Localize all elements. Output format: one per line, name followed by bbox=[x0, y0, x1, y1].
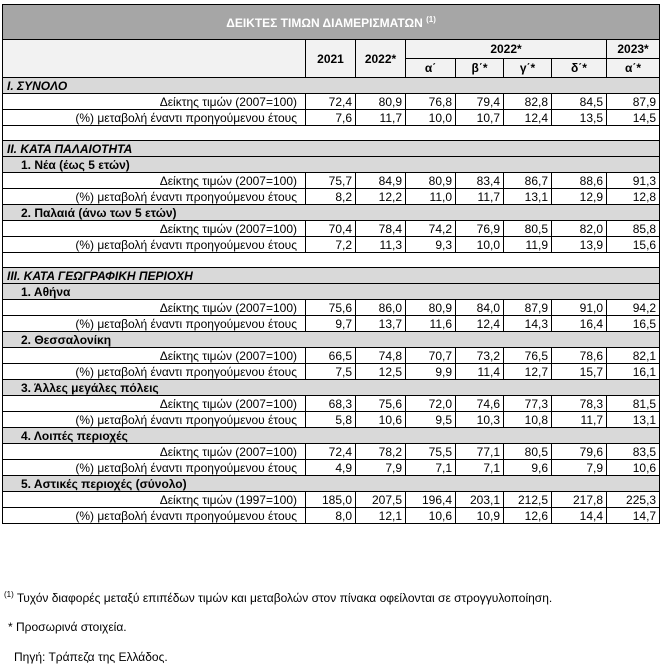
value-cell: 7,5 bbox=[306, 364, 356, 380]
value-cell: 72,4 bbox=[306, 444, 356, 460]
header-row-years bbox=[3, 40, 660, 59]
value-cell: 85,8 bbox=[607, 221, 660, 237]
value-cell: 7,1 bbox=[456, 460, 504, 476]
footnote-rounding bbox=[4, 590, 552, 605]
value-cell: 12,5 bbox=[356, 364, 406, 380]
header-q4: δ΄* bbox=[552, 59, 607, 78]
section-row bbox=[3, 78, 660, 94]
value-cell: 78,6 bbox=[552, 348, 607, 364]
subgroup-row bbox=[3, 428, 660, 444]
table-title-text: ΔΕΙΚΤΕΣ ΤΙΜΩΝ ΔΙΑΜΕΡΙΣΜΑΤΩΝ bbox=[226, 15, 423, 30]
value-cell: 10,9 bbox=[456, 508, 504, 524]
value-cell: 94,2 bbox=[607, 300, 660, 316]
value-cell: 78,3 bbox=[552, 396, 607, 412]
subgroup-label: 5. Αστικές περιοχές (σύνολο) bbox=[3, 476, 660, 492]
value-cell: 12,1 bbox=[356, 508, 406, 524]
value-cell: 10,6 bbox=[406, 508, 456, 524]
value-cell: 15,7 bbox=[552, 364, 607, 380]
value-cell: 66,5 bbox=[306, 348, 356, 364]
subgroup-row bbox=[3, 284, 660, 300]
table-row bbox=[3, 110, 660, 126]
value-cell: 80,9 bbox=[406, 300, 456, 316]
table-row bbox=[3, 237, 660, 253]
value-cell: 185,0 bbox=[306, 492, 356, 508]
subgroup-label: 1. Νέα (έως 5 ετών) bbox=[3, 157, 660, 173]
value-cell: 75,5 bbox=[406, 444, 456, 460]
row-label: (%) μεταβολή έναντι προηγούμενου έτους bbox=[3, 460, 306, 476]
value-cell: 7,9 bbox=[356, 460, 406, 476]
value-cell: 75,6 bbox=[306, 300, 356, 316]
value-cell: 12,4 bbox=[456, 316, 504, 332]
value-cell: 11,9 bbox=[504, 237, 552, 253]
value-cell: 11,7 bbox=[552, 412, 607, 428]
subgroup-label: 2. Θεσσαλονίκη bbox=[3, 332, 660, 348]
footnote-provisional: * Προσωρινά στοιχεία. bbox=[8, 620, 127, 634]
value-cell: 207,5 bbox=[356, 492, 406, 508]
value-cell: 13,1 bbox=[607, 412, 660, 428]
value-cell: 87,9 bbox=[607, 94, 660, 110]
value-cell: 88,6 bbox=[552, 173, 607, 189]
subgroup-row bbox=[3, 476, 660, 492]
value-cell: 75,6 bbox=[356, 396, 406, 412]
value-cell: 76,8 bbox=[406, 94, 456, 110]
value-cell: 77,3 bbox=[504, 396, 552, 412]
subgroup-label: 2. Παλαιά (άνω των 5 ετών) bbox=[3, 205, 660, 221]
section-row bbox=[3, 268, 660, 284]
value-cell: 84,5 bbox=[552, 94, 607, 110]
value-cell: 74,2 bbox=[406, 221, 456, 237]
subgroup-label: 4. Λοιπές περιοχές bbox=[3, 428, 660, 444]
value-cell: 76,9 bbox=[456, 221, 504, 237]
table-row bbox=[3, 173, 660, 189]
value-cell: 70,4 bbox=[306, 221, 356, 237]
value-cell: 7,6 bbox=[306, 110, 356, 126]
row-label: Δείκτης τιμών (2007=100) bbox=[3, 173, 306, 189]
value-cell: 76,5 bbox=[504, 348, 552, 364]
table-row bbox=[3, 396, 660, 412]
subgroup-row bbox=[3, 332, 660, 348]
section-row bbox=[3, 141, 660, 157]
subgroup-row bbox=[3, 157, 660, 173]
value-cell: 11,3 bbox=[356, 237, 406, 253]
header-2022-quarters: 2022* bbox=[406, 40, 607, 59]
row-label: (%) μεταβολή έναντι προηγούμενου έτους bbox=[3, 237, 306, 253]
row-label: Δείκτης τιμών (1997=100) bbox=[3, 492, 306, 508]
source-note: Πηγή: Τράπεζα της Ελλάδος. bbox=[14, 650, 168, 664]
apartment-price-index-table bbox=[2, 4, 660, 524]
row-label: Δείκτης τιμών (2007=100) bbox=[3, 94, 306, 110]
value-cell: 86,0 bbox=[356, 300, 406, 316]
table-row bbox=[3, 460, 660, 476]
value-cell: 13,1 bbox=[504, 189, 552, 205]
value-cell: 14,4 bbox=[552, 508, 607, 524]
value-cell: 16,4 bbox=[552, 316, 607, 332]
value-cell: 14,5 bbox=[607, 110, 660, 126]
row-label: (%) μεταβολή έναντι προηγούμενου έτους bbox=[3, 110, 306, 126]
header-2022: 2022* bbox=[356, 40, 406, 78]
footnote-rounding-text: Τυχόν διαφορές μεταξύ επιπέδων τιμών και μεταβολών στον πίνακα οφείλονται σε στρογγυλοποίηση. bbox=[13, 591, 553, 605]
row-label: Δείκτης τιμών (2007=100) bbox=[3, 300, 306, 316]
row-label: Δείκτης τιμών (2007=100) bbox=[3, 444, 306, 460]
table-row bbox=[3, 364, 660, 380]
value-cell: 86,7 bbox=[504, 173, 552, 189]
value-cell: 9,3 bbox=[406, 237, 456, 253]
value-cell: 15,6 bbox=[607, 237, 660, 253]
value-cell: 13,7 bbox=[356, 316, 406, 332]
value-cell: 72,0 bbox=[406, 396, 456, 412]
table-row bbox=[3, 412, 660, 428]
value-cell: 10,3 bbox=[456, 412, 504, 428]
value-cell: 91,3 bbox=[607, 173, 660, 189]
value-cell: 4,9 bbox=[306, 460, 356, 476]
value-cell: 82,8 bbox=[504, 94, 552, 110]
spacer-row bbox=[3, 126, 660, 141]
value-cell: 7,2 bbox=[306, 237, 356, 253]
value-cell: 11,7 bbox=[356, 110, 406, 126]
value-cell: 78,2 bbox=[356, 444, 406, 460]
value-cell: 16,1 bbox=[607, 364, 660, 380]
value-cell: 9,6 bbox=[504, 460, 552, 476]
subgroup-label: 1. Αθήνα bbox=[3, 284, 660, 300]
value-cell: 14,3 bbox=[504, 316, 552, 332]
value-cell: 72,4 bbox=[306, 94, 356, 110]
value-cell: 79,6 bbox=[552, 444, 607, 460]
footnote-mark: (1) bbox=[4, 590, 14, 599]
value-cell: 10,0 bbox=[406, 110, 456, 126]
value-cell: 11,0 bbox=[406, 189, 456, 205]
table-row bbox=[3, 316, 660, 332]
value-cell: 87,9 bbox=[504, 300, 552, 316]
row-label: (%) μεταβολή έναντι προηγούμενου έτους bbox=[3, 189, 306, 205]
value-cell: 77,1 bbox=[456, 444, 504, 460]
table-row bbox=[3, 508, 660, 524]
row-label: Δείκτης τιμών (2007=100) bbox=[3, 221, 306, 237]
value-cell: 74,8 bbox=[356, 348, 406, 364]
value-cell: 12,2 bbox=[356, 189, 406, 205]
subgroup-row bbox=[3, 380, 660, 396]
section-label: II. ΚΑΤΑ ΠΑΛΑΙΟΤΗΤΑ bbox=[3, 141, 660, 157]
value-cell: 10,0 bbox=[456, 237, 504, 253]
value-cell: 79,4 bbox=[456, 94, 504, 110]
spacer-cell bbox=[3, 126, 660, 141]
value-cell: 73,2 bbox=[456, 348, 504, 364]
value-cell: 84,9 bbox=[356, 173, 406, 189]
value-cell: 12,9 bbox=[552, 189, 607, 205]
value-cell: 78,4 bbox=[356, 221, 406, 237]
section-label: III. ΚΑΤΑ ΓΕΩΓΡΑΦΙΚΗ ΠΕΡΙΟΧΗ bbox=[3, 268, 660, 284]
value-cell: 12,4 bbox=[504, 110, 552, 126]
value-cell: 11,6 bbox=[406, 316, 456, 332]
value-cell: 70,7 bbox=[406, 348, 456, 364]
value-cell: 83,4 bbox=[456, 173, 504, 189]
value-cell: 11,4 bbox=[456, 364, 504, 380]
row-label: (%) μεταβολή έναντι προηγούμενου έτους bbox=[3, 508, 306, 524]
header-q2: β΄* bbox=[456, 59, 504, 78]
value-cell: 10,7 bbox=[456, 110, 504, 126]
spacer-cell bbox=[3, 253, 660, 268]
table-row bbox=[3, 492, 660, 508]
value-cell: 9,7 bbox=[306, 316, 356, 332]
value-cell: 12,8 bbox=[607, 189, 660, 205]
value-cell: 80,9 bbox=[406, 173, 456, 189]
row-label: (%) μεταβολή έναντι προηγούμενου έτους bbox=[3, 316, 306, 332]
header-2023: 2023* bbox=[607, 40, 660, 59]
table-row bbox=[3, 444, 660, 460]
table-row bbox=[3, 300, 660, 316]
row-label: Δείκτης τιμών (2007=100) bbox=[3, 348, 306, 364]
value-cell: 8,2 bbox=[306, 189, 356, 205]
value-cell: 81,5 bbox=[607, 396, 660, 412]
value-cell: 80,9 bbox=[356, 94, 406, 110]
value-cell: 11,7 bbox=[456, 189, 504, 205]
header-q1-2023: α΄* bbox=[607, 59, 660, 78]
value-cell: 9,5 bbox=[406, 412, 456, 428]
value-cell: 91,0 bbox=[552, 300, 607, 316]
value-cell: 80,5 bbox=[504, 221, 552, 237]
section-label: I. ΣΥΝΟΛΟ bbox=[3, 78, 660, 94]
value-cell: 7,9 bbox=[552, 460, 607, 476]
row-label: Δείκτης τιμών (2007=100) bbox=[3, 396, 306, 412]
value-cell: 68,3 bbox=[306, 396, 356, 412]
value-cell: 82,1 bbox=[607, 348, 660, 364]
value-cell: 75,7 bbox=[306, 173, 356, 189]
value-cell: 84,0 bbox=[456, 300, 504, 316]
table-title bbox=[3, 5, 660, 40]
value-cell: 80,5 bbox=[504, 444, 552, 460]
value-cell: 196,4 bbox=[406, 492, 456, 508]
value-cell: 9,9 bbox=[406, 364, 456, 380]
table-row bbox=[3, 94, 660, 110]
header-q1: α΄ bbox=[406, 59, 456, 78]
spacer-row bbox=[3, 253, 660, 268]
value-cell: 13,9 bbox=[552, 237, 607, 253]
subgroup-row bbox=[3, 205, 660, 221]
value-cell: 14,7 bbox=[607, 508, 660, 524]
subgroup-label: 3. Άλλες μεγάλες πόλεις bbox=[3, 380, 660, 396]
table-title-row bbox=[3, 5, 660, 40]
value-cell: 12,6 bbox=[504, 508, 552, 524]
value-cell: 12,7 bbox=[504, 364, 552, 380]
value-cell: 7,1 bbox=[406, 460, 456, 476]
value-cell: 212,5 bbox=[504, 492, 552, 508]
value-cell: 217,8 bbox=[552, 492, 607, 508]
value-cell: 13,5 bbox=[552, 110, 607, 126]
header-2021: 2021 bbox=[306, 40, 356, 78]
value-cell: 225,3 bbox=[607, 492, 660, 508]
header-q3: γ΄* bbox=[504, 59, 552, 78]
value-cell: 203,1 bbox=[456, 492, 504, 508]
row-label: (%) μεταβολή έναντι προηγούμενου έτους bbox=[3, 412, 306, 428]
header-blank bbox=[3, 40, 306, 78]
value-cell: 10,8 bbox=[504, 412, 552, 428]
table-title-footnote-mark: (1) bbox=[426, 14, 436, 24]
table-row bbox=[3, 221, 660, 237]
table-row bbox=[3, 189, 660, 205]
table-row bbox=[3, 348, 660, 364]
value-cell: 16,5 bbox=[607, 316, 660, 332]
row-label: (%) μεταβολή έναντι προηγούμενου έτους bbox=[3, 364, 306, 380]
value-cell: 74,6 bbox=[456, 396, 504, 412]
value-cell: 8,0 bbox=[306, 508, 356, 524]
value-cell: 82,0 bbox=[552, 221, 607, 237]
value-cell: 83,5 bbox=[607, 444, 660, 460]
value-cell: 10,6 bbox=[607, 460, 660, 476]
value-cell: 10,6 bbox=[356, 412, 406, 428]
value-cell: 5,8 bbox=[306, 412, 356, 428]
